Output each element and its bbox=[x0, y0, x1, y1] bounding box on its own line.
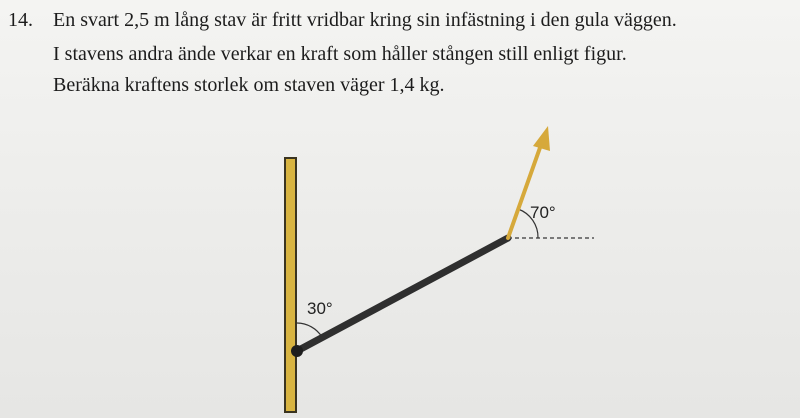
black-rod bbox=[297, 238, 508, 351]
pivot-point bbox=[291, 345, 303, 357]
yellow-wall bbox=[285, 158, 296, 412]
rod-angle-arc bbox=[297, 323, 322, 337]
force-arrow-shaft bbox=[508, 142, 542, 238]
problem-line-3: Beräkna kraftens storlek om staven väger 1,4 kg. bbox=[53, 74, 445, 96]
problem-number: 14. bbox=[8, 9, 33, 31]
problem-line-2: I stavens andra ände verkar en kraft som håller stången still enligt figur. bbox=[53, 43, 627, 65]
force-angle-label: 70° bbox=[530, 203, 556, 222]
problem-line-1: En svart 2,5 m lång stav är fritt vridbar kring sin infästning i den gula väggen. bbox=[53, 9, 677, 31]
rod-angle-label: 30° bbox=[307, 299, 333, 318]
force-arrow-head bbox=[533, 126, 550, 151]
